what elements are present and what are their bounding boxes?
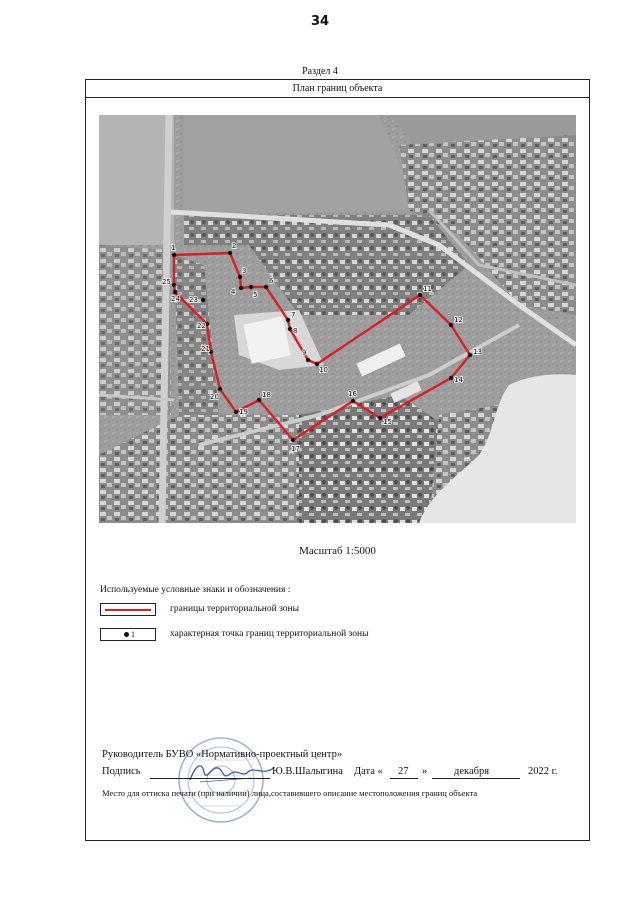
boundary-point-label-9: 9: [302, 349, 307, 357]
month-underline: [432, 778, 520, 779]
legend-line-text: границы территориальной зоны: [170, 604, 300, 614]
boundary-point-label-8: 8: [293, 327, 298, 335]
stamp-note: Место для оттиска печати (при наличии) лица,составившего описание местоположения границ объекта: [102, 788, 478, 798]
legend-title: Используемые условные знаки и обозначения :: [100, 585, 291, 595]
boundary-point-label-2: 2: [232, 242, 237, 250]
date-day: 27: [398, 766, 409, 777]
document-frame: [85, 79, 590, 841]
boundary-point-label-7: 7: [291, 311, 296, 319]
boundary-point-3: [238, 275, 242, 279]
boundary-point-label-6: 6: [269, 277, 274, 285]
boundary-point-6: [264, 285, 268, 289]
boundary-point-label-16: 16: [348, 390, 357, 398]
boundary-point-2: [228, 251, 232, 255]
date-quote: »: [422, 766, 428, 777]
boundary-point-label-22: 22: [197, 322, 206, 330]
day-underline: [390, 778, 418, 779]
boundary-point-label-15: 15: [383, 418, 392, 426]
boundary-point-label-23: 23: [189, 296, 198, 304]
boundary-point-20: [218, 387, 222, 391]
boundary-point-11: [418, 293, 422, 297]
boundary-point-label-3: 3: [242, 267, 247, 275]
boundary-point-18: [257, 398, 261, 402]
page-number: 34: [310, 14, 330, 29]
boundary-point-label-12: 12: [454, 316, 463, 324]
boundary-point-25: [172, 283, 176, 287]
aerial-map: [99, 115, 576, 523]
boundary-point-label-1: 1: [171, 244, 176, 252]
boundary-point-label-13: 13: [473, 348, 482, 356]
boundary-point-7: [286, 318, 290, 322]
boundary-point-label-24: 24: [171, 295, 180, 303]
map-scale: Масштаб 1:5000: [299, 545, 376, 557]
boundary-point-8: [288, 327, 292, 331]
signer-name: Ю.В.Шалыгина: [272, 766, 343, 777]
boundary-point-label-21: 21: [201, 345, 210, 353]
red-line-icon: [105, 609, 151, 611]
boundary-point-15: [378, 416, 382, 420]
date-label: Дата «: [354, 766, 383, 777]
signature-underline: [150, 778, 270, 779]
boundary-point-4: [239, 286, 243, 290]
boundary-point-19: [234, 410, 238, 414]
frame-title: План границ объекта: [86, 80, 589, 98]
organization-line: Руководитель БУВО «Нормативно-проектный центр»: [102, 749, 343, 760]
boundary-point-13: [468, 353, 472, 357]
legend-line-symbol: [100, 603, 156, 616]
point-icon: [124, 632, 129, 637]
boundary-point-label-18: 18: [262, 391, 271, 399]
legend-point-number: 1: [131, 630, 135, 639]
boundary-point-23: [201, 298, 205, 302]
signature-line: [102, 766, 582, 780]
section-label: Раздел 4: [302, 66, 338, 77]
boundary-point-label-10: 10: [319, 366, 328, 374]
legend-point-text: характерная точка границ территориальной зоны: [170, 629, 369, 639]
boundary-point-label-14: 14: [454, 376, 463, 384]
legend-point-symbol: [100, 628, 156, 641]
boundary-point-1: [172, 253, 176, 257]
boundary-point-14: [449, 376, 453, 380]
boundary-point-16: [351, 399, 355, 403]
signature-label: Подпись: [102, 766, 141, 777]
boundary-point-label-5: 5: [253, 291, 258, 299]
boundary-point-17: [291, 438, 295, 442]
boundary-point-label-20: 20: [210, 393, 219, 401]
boundary-point-label-25: 25: [162, 278, 171, 286]
boundary-point-label-4: 4: [231, 288, 236, 296]
boundary-point-5: [249, 285, 253, 289]
boundary-point-9: [306, 358, 310, 362]
date-month: декабря: [454, 766, 490, 777]
boundary-point-label-11: 11: [423, 285, 432, 293]
boundary-point-24: [173, 290, 177, 294]
boundary-point-label-17: 17: [291, 445, 300, 453]
date-year: 2022 г.: [528, 766, 558, 777]
boundary-point-12: [449, 323, 453, 327]
boundary-point-label-19: 19: [239, 408, 248, 416]
